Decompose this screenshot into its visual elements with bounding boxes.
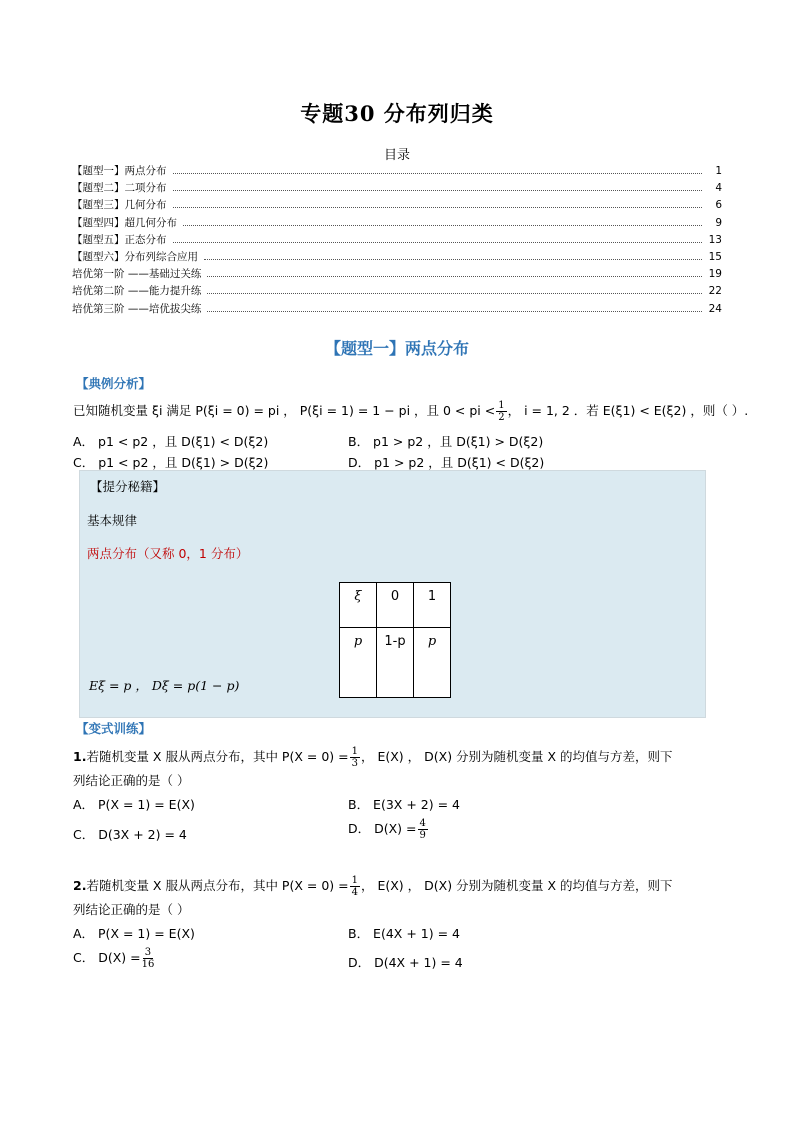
table-cell: ξ — [340, 583, 377, 628]
toc-item[interactable] — [72, 301, 722, 318]
example-fraction: $\frac{1}{2}$ — [498, 400, 505, 423]
question-1-stem: 1.若随机变量 X 服从两点分布，其中 P(X = 0) = $\frac{1}{3}$ ， E(X) ， D(X) 分别为随机变量 X 的均值与方差，则下 — [73, 746, 673, 769]
toc-item-label: 【题型四】超几何分布 — [72, 216, 177, 229]
table-cell: 1-p — [377, 628, 414, 698]
table-of-contents — [72, 163, 722, 318]
toc-item[interactable] — [72, 180, 722, 197]
page-title: 专题30 分布列归类 — [300, 101, 494, 126]
toc-item-label: 【题型六】分布列综合应用 — [72, 250, 198, 263]
distribution-table — [339, 582, 451, 698]
toc-item-label: 培优第三阶 ——培优拔尖练 — [72, 302, 202, 315]
toc-item-page: 4 — [715, 182, 722, 195]
question-1-option-c: C． D(3X + 2) = 4 — [73, 827, 187, 842]
toc-item[interactable] — [72, 163, 722, 180]
example-label: 【典例分析】 — [76, 376, 152, 391]
toc-item[interactable] — [72, 197, 722, 214]
toc-item-page: 1 — [715, 165, 722, 177]
toc-heading: 目录 — [383, 148, 410, 163]
question-2-option-b: B． E(4X + 1) = 4 — [348, 926, 460, 941]
toc-item-label: 培优第一阶 ——基础过关练 — [72, 268, 202, 281]
example-stem-post: ， i = 1, 2 ．若 E(ξ1) < E(ξ2) ，则（ ）. — [507, 403, 749, 418]
table-cell: p — [340, 628, 377, 698]
toc-item[interactable] — [72, 283, 722, 300]
toc-item-label: 【题型五】正态分布 — [72, 233, 167, 246]
toc-item-page: 22 — [708, 285, 722, 298]
example-option-c: C． p1 < p2 ，且 D(ξ1) > D(ξ2) — [73, 455, 269, 470]
table-cell: p — [414, 628, 451, 698]
question-2-option-c: C． D(X) = $\frac{3}{16}$ — [73, 947, 155, 970]
toc-item-page: 15 — [708, 250, 722, 263]
example-option-a: A． p1 < p2 ，且 D(ξ1) < D(ξ2) — [73, 434, 269, 449]
toc-item-label: 【题型一】两点分布 — [72, 165, 167, 177]
toc-leader-dots — [207, 293, 702, 294]
question-2-number: 2. — [73, 878, 87, 893]
tip-box — [79, 470, 706, 718]
toc-item[interactable] — [72, 215, 722, 232]
question-1-option-b: B． E(3X + 2) = 4 — [348, 797, 460, 812]
toc-leader-dots — [204, 259, 702, 260]
question-2-option-d: D． D(4X + 1) = 4 — [348, 955, 463, 970]
question-2-stem: 2.若随机变量 X 服从两点分布，其中 P(X = 0) = $\frac{1}{4}$ ， E(X) ， D(X) 分别为随机变量 X 的均值与方差，则下 — [73, 875, 673, 898]
toc-leader-dots — [183, 225, 702, 226]
training-label: 【变式训练】 — [76, 721, 152, 736]
question-1-number: 1. — [73, 749, 87, 764]
toc-item-page: 9 — [715, 216, 722, 229]
toc-item-label: 【题型三】几何分布 — [72, 199, 167, 212]
example-option-d: D． p1 > p2 ，且 D(ξ1) < D(ξ2) — [348, 455, 545, 470]
toc-item-page: 13 — [708, 233, 722, 246]
toc-item-label: 培优第二阶 ——能力提升练 — [72, 285, 202, 298]
toc-leader-dots — [207, 311, 702, 312]
toc-item-page: 6 — [715, 199, 722, 212]
question-2-option-c-fraction: $\frac{3}{16}$ — [141, 947, 155, 970]
question-2-stem-line2: 列结论正确的是（ ） — [73, 902, 190, 917]
table-cell: 1 — [414, 583, 451, 628]
toc-item-label: 【题型二】二项分布 — [72, 182, 167, 195]
toc-item[interactable] — [72, 249, 722, 266]
section-title: 【题型一】两点分布 — [324, 339, 469, 358]
question-1-fraction: $\frac{1}{3}$ — [351, 746, 358, 769]
example-stem-pre: 已知随机变量 ξi 满足 P(ξi = 0) = pi ， P(ξi = 1) = 1 − pi ，且 0 < pi < — [73, 403, 496, 418]
toc-leader-dots — [173, 207, 703, 208]
question-2-option-a: A． P(X = 1) = E(X) — [73, 926, 195, 941]
question-1-option-d: D． D(X) = $\frac{4}{9}$ — [348, 818, 426, 841]
question-1-option-a: A． P(X = 1) = E(X) — [73, 797, 195, 812]
tip-heading: 【提分秘籍】 — [90, 479, 166, 494]
example-stem — [73, 400, 748, 423]
tip-red-text: 两点分布（又称 0，1 分布） — [87, 546, 249, 561]
toc-leader-dots — [173, 190, 703, 191]
toc-leader-dots — [207, 276, 702, 277]
toc-item[interactable] — [72, 266, 722, 283]
toc-leader-dots — [173, 242, 703, 243]
toc-leader-dots — [173, 173, 703, 174]
toc-item-page: 19 — [708, 268, 722, 281]
tip-rule-label: 基本规律 — [87, 513, 138, 528]
question-1-stem-line2: 列结论正确的是（ ） — [73, 773, 190, 788]
table-cell: 0 — [377, 583, 414, 628]
question-2-fraction: $\frac{1}{4}$ — [351, 875, 358, 898]
toc-item[interactable] — [72, 232, 722, 249]
toc-item-page: 24 — [708, 302, 722, 315]
question-1-option-d-fraction: $\frac{4}{9}$ — [419, 818, 426, 841]
tip-formula: Eξ = p ， Dξ = p(1 − p) — [89, 678, 240, 693]
example-option-b: B． p1 > p2 ，且 D(ξ1) > D(ξ2) — [348, 434, 544, 449]
